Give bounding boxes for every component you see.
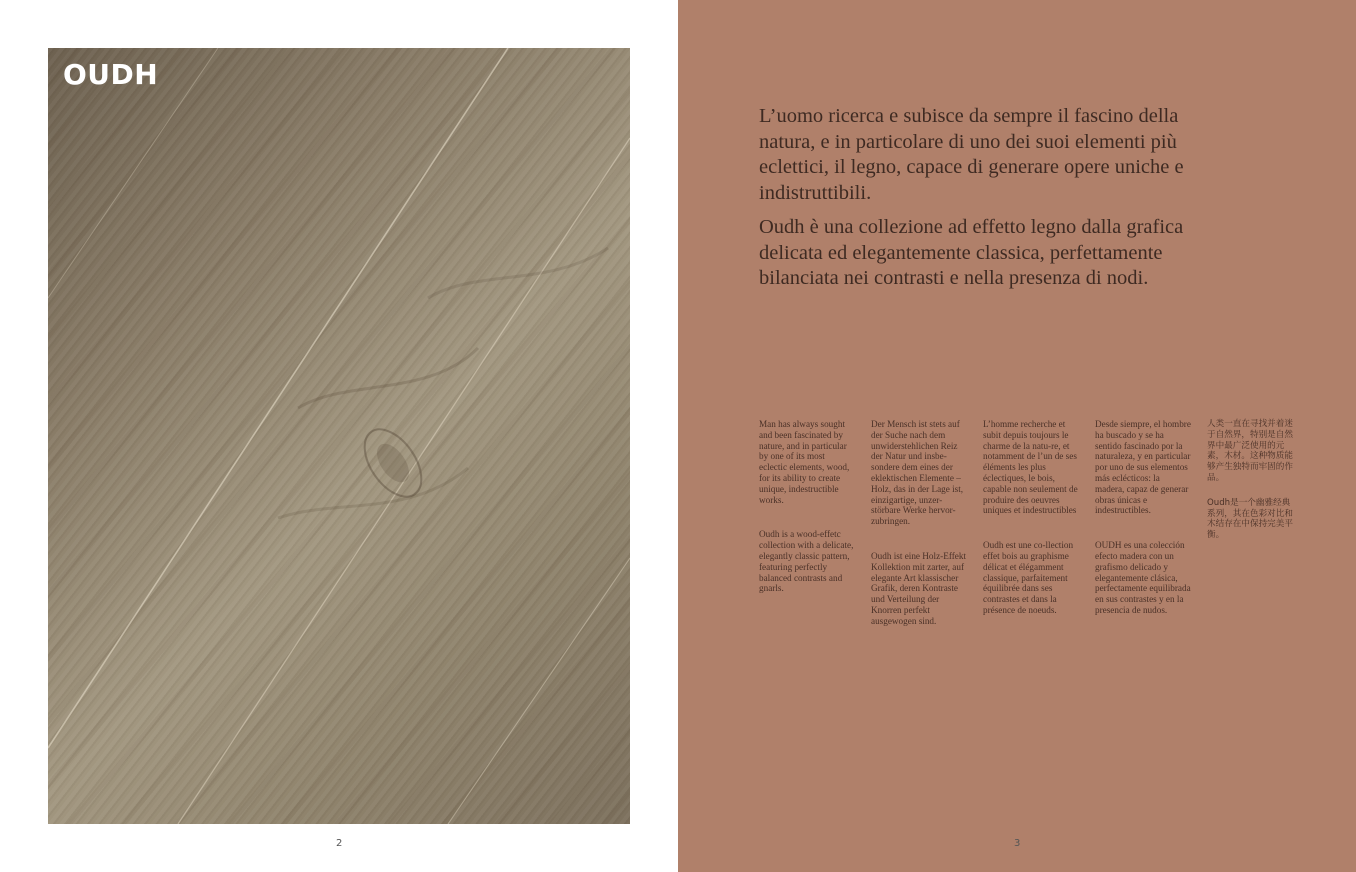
lead-paragraph-1: L’uomo ricerca e subisce da sempre il fascino della natura, e in particolare di uno dei suoi elementi più eclettici, il legno, capace di generare opere uniche e indistruttibili. bbox=[759, 105, 1184, 204]
wood-texture-photo bbox=[48, 48, 630, 824]
collection-title: OUDH bbox=[63, 58, 159, 91]
english-paragraph-1: Man has always sought and been fascinated by nature, and in particular by one of its most eclectic elements, wood, for its ability to create unique, indestructible works. bbox=[759, 419, 850, 505]
right-page bbox=[678, 0, 1356, 872]
chinese-paragraph-1: 人类一直在寻找并着迷于自然界，特别是自然界中最广泛使用的元素，木材。这种物质能够产生独特而牢固的作品。 bbox=[1207, 419, 1293, 483]
german-paragraph-2: Oudh ist eine Holz-Effekt Kollektion mit zarter, auf elegante Art klassischer Grafik, deren Kontraste und Verteilung der Knorren perfekt ausgewogen sind. bbox=[871, 550, 966, 626]
page-number-right: 3 bbox=[1014, 838, 1021, 849]
column-spanish bbox=[1095, 419, 1191, 616]
french-paragraph-1: L’homme recherche et subit depuis toujours le charme de la natu-re, et notamment de l’un de ses éléments les plus éclectiques, le bois, capable non seulement de produire des oeuvres uniques et indestructibles bbox=[983, 419, 1078, 516]
chinese-paragraph-2: Oudh是一个幽雅经典系列，其在色彩对比和木结存在中保持完美平衡。 bbox=[1207, 497, 1293, 541]
column-chinese bbox=[1207, 419, 1293, 541]
lead-text-italian bbox=[759, 104, 1199, 301]
column-english bbox=[759, 419, 855, 594]
wood-grain-lines bbox=[48, 48, 630, 824]
page-number-left: 2 bbox=[336, 838, 343, 849]
french-paragraph-2: Oudh est une co-llection effet bois au graphisme délicat et élégamment classique, parfaitement équilibrée dans ses contrastes et dans la présence de noeuds. bbox=[983, 540, 1074, 615]
lead-paragraph-2: Oudh è una collezione ad effetto legno dalla grafica delicata ed elegantemente classica, perfettamente bilanciata nei contrasti e nella presenza di nodi. bbox=[759, 216, 1184, 289]
spanish-paragraph-1: Desde siempre, el hombre ha buscado y se ha sentido fascinado por la naturaleza, y en particular por uno de sus elementos más eclécticos: la madera, capaz de generar obras únicas e indestructibles. bbox=[1095, 419, 1191, 516]
spanish-paragraph-2: OUDH es una colección efecto madera con un grafismo delicado y elegantemente clásica, perfectamente equilibrada en sus contrastes y en la presencia de nudos. bbox=[1095, 540, 1191, 615]
german-paragraph-1: Der Mensch ist stets auf der Suche nach dem unwiderstehlichen Reiz der Natur und insbe-sondere dem eines der eklektischen Elemente – Holz, das in der Lage ist, einzigartige, unzer-störbare Werke hervor-zubringen. bbox=[871, 419, 964, 527]
column-german bbox=[871, 419, 967, 627]
english-paragraph-2: Oudh is a wood-effetc collection with a delicate, elegantly classic pattern, featuring perfectly balanced contrasts and gnarls. bbox=[759, 529, 854, 594]
column-french bbox=[983, 419, 1079, 616]
